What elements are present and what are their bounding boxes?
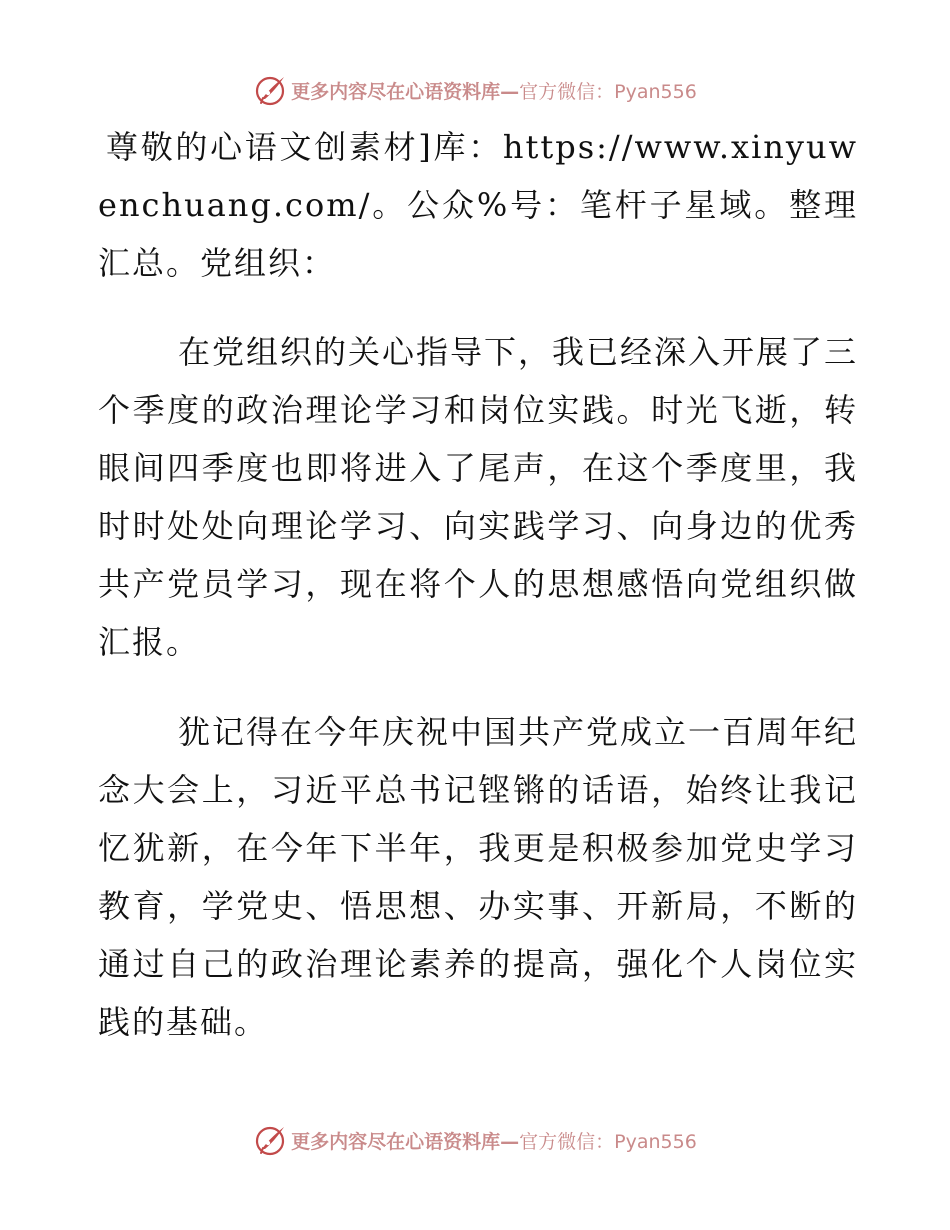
footer-banner [0, 1120, 950, 1160]
quill-logo-icon [253, 1123, 287, 1157]
footer-banner-text [291, 1127, 697, 1154]
header-banner-wechat: 官方微信：Pyan556 [519, 80, 697, 103]
header-banner-slogan: 更多内容尽在心语资料库— [291, 80, 520, 103]
header-banner [0, 70, 950, 110]
quill-logo-icon [253, 73, 287, 107]
footer-banner-wechat: 官方微信：Pyan556 [519, 1130, 697, 1153]
body-paragraph-2: 犹记得在今年庆祝中国共产党成立一百周年纪念大会上，习近平总书记铿锵的话语，始终让我记忆犹新，在今年下半年，我更是积极参加党史学习教育，学党史、悟思想、办实事、开新局，不断的通过自己的政治理论素养的提高，强化个人岗位实践的基础。 [98, 713, 859, 1041]
footer-banner-slogan: 更多内容尽在心语资料库— [291, 1130, 520, 1153]
document-body [98, 118, 858, 1051]
header-banner-text [291, 77, 697, 104]
intro-paragraph: 尊敬的心语文创素材]库：https://www.xinyuwenchuang.com/。公众%号：笔杆子星域。整理汇总。党组织： [98, 128, 858, 282]
body-paragraph-1: 在党组织的关心指导下，我已经深入开展了三个季度的政治理论学习和岗位实践。时光飞逝，转眼间四季度也即将进入了尾声，在这个季度里，我时时处处向理论学习、向实践学习、向身边的优秀共产党员学习，现在将个人的思想感悟向党组织做汇报。 [98, 333, 859, 661]
